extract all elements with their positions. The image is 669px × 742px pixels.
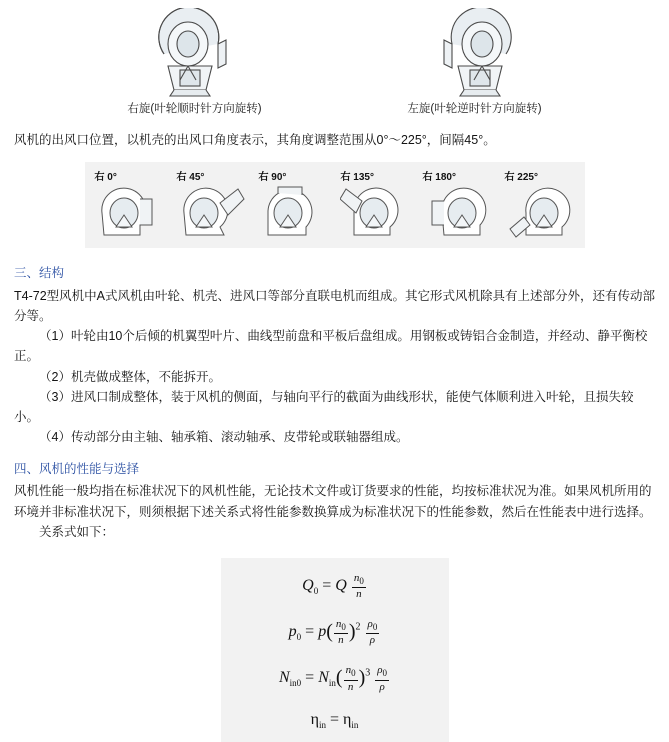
angle-diagram-90 xyxy=(255,168,333,245)
formula-power-fraction xyxy=(344,664,358,692)
angle-diagram-0 xyxy=(91,168,169,245)
outlet-angle-paragraph: 风机的出风口位置，以机壳的出风口角度表示，其角度调整范围从0°～225°，间隔45°。 xyxy=(14,133,496,147)
angle-art-225 xyxy=(501,185,579,245)
angle-label-0: 右 0° xyxy=(94,171,117,183)
fan-caption-right: 右旋(叶轮顺时针方向旋转) xyxy=(127,103,262,115)
formula-flow-fraction xyxy=(352,572,366,600)
performance-paragraph-1: 关系式如下： xyxy=(39,524,115,539)
formula-power-num: n xyxy=(345,664,352,677)
angle-art-90 xyxy=(255,185,333,245)
angle-label-135: 右 135° xyxy=(340,171,374,183)
fan-illustration-left xyxy=(380,8,570,116)
formula-power-rho-num: ρ xyxy=(377,664,383,677)
formula-pressure: $p_0 = p$( $\frac{n_0}{n}$ )$^2$ $\frac{\rho_0}{\rho}$ xyxy=(288,618,378,647)
formula-efficiency-lhs: η xyxy=(310,710,319,728)
section-heading-structure: 三、结构 xyxy=(14,265,65,280)
formula-power-lhs: N xyxy=(278,669,290,687)
angle-label-90: 右 90° xyxy=(258,171,287,183)
formula-power-density-fraction xyxy=(375,664,389,692)
formula-power-rho-num-sub: 0 xyxy=(382,668,388,679)
formula-pressure-den: n xyxy=(338,634,344,647)
angle-label-45: 右 45° xyxy=(176,171,205,183)
performance-paragraph-0: 风机性能一般均指在标准状况下的风机性能，无论技术文件或订货要求的性能，均按标准状况为准。如果风机所用的环境并非标准状况下，则须根据下述关系式将性能参数换算成为标准状况下的性能参数，然后在性能表中进行选择。 xyxy=(14,484,652,519)
formula-power-rhs-sub: in xyxy=(328,678,336,689)
formula-flow-rhs-var: Q xyxy=(335,576,347,594)
formula-power-den: n xyxy=(347,680,354,693)
formula-power: $N_{in0} = N_{in}$( $\frac{n_0}{n}$ )$^3$ $\frac{\rho_0}{\rho}$ xyxy=(278,664,388,693)
formula-flow-rate: $Q_0 = Q$ $\frac{n_0}{n}$ xyxy=(302,572,364,601)
structure-paragraph-2: （2）机壳做成整体，不能拆开。 xyxy=(39,369,221,384)
angle-diagram-225 xyxy=(501,168,579,245)
formula-flow-lhs-sub: 0 xyxy=(313,586,319,597)
formula-power-exponent: 3 xyxy=(365,667,371,679)
angle-art-180 xyxy=(419,185,497,245)
formula-efficiency: $\eta_{in} = \eta_{in}$ xyxy=(310,710,359,730)
formula-pressure-num-sub: 0 xyxy=(341,622,346,633)
angle-label-225: 右 225° xyxy=(504,171,538,183)
structure-paragraph-1: （1）叶轮由10个后倾的机翼型叶片、曲线型前盘和平板后盘组成。用钢板或铸铝合金制造，并经动、静平衡校正。 xyxy=(14,329,648,364)
angle-diagram-135 xyxy=(337,168,415,245)
formula-pressure-rho-den: ρ xyxy=(369,634,376,647)
formula-pressure-num: n xyxy=(335,618,342,631)
formula-pressure-rho-num-sub: 0 xyxy=(372,622,378,633)
fan-left-icon xyxy=(380,8,570,98)
formula-flow-num-sub: 0 xyxy=(359,576,364,587)
angle-art-45 xyxy=(173,185,251,245)
formula-efficiency-rhs-sub: in xyxy=(351,719,359,730)
section-heading-performance: 四、风机的性能与选择 xyxy=(14,461,140,476)
formula-flow-lhs: Q xyxy=(302,576,314,594)
angle-diagram-45 xyxy=(173,168,251,245)
formula-pressure-lhs-sub: 0 xyxy=(296,632,302,643)
formula-flow-num: n xyxy=(353,572,360,585)
outlet-angle-diagrams xyxy=(85,162,585,248)
structure-paragraph-3: （3）进风口制成整体，装于风机的侧面，与轴向平行的截面为曲线形状，能使气体顺利进入叶轮，且损失较小。 xyxy=(14,389,634,425)
angle-art-0 xyxy=(91,185,169,245)
formula-power-rho-den: ρ xyxy=(379,680,385,693)
fan-right-icon xyxy=(100,8,290,98)
fan-illustrations xyxy=(0,0,669,116)
formula-pressure-exponent: 2 xyxy=(355,621,361,633)
angle-diagram-180 xyxy=(419,168,497,245)
formula-pressure-rhs-var: p xyxy=(318,623,327,641)
formula-power-rhs-var: N xyxy=(318,669,329,687)
fan-illustration-right xyxy=(100,8,290,116)
angle-label-180: 右 180° xyxy=(422,171,456,183)
structure-paragraph-4: （4）传动部分由主轴、轴承箱、滚动轴承、皮带轮或联轴器组成。 xyxy=(39,430,409,445)
formula-power-num-sub: 0 xyxy=(351,668,356,679)
formula-efficiency-rhs-var: η xyxy=(343,710,352,728)
angle-art-135 xyxy=(337,185,415,245)
formula-pressure-lhs: p xyxy=(288,623,297,641)
structure-paragraph-0: T4-72型风机中A式风机由叶轮、机壳、进风口等部分直联电机而组成。其它形式风机除具有上述部分外，还有传动部分等。 xyxy=(14,288,655,323)
fan-caption-left: 左旋(叶轮逆时针方向旋转) xyxy=(407,103,542,115)
formula-pressure-rho-num: ρ xyxy=(367,618,373,631)
formula-block xyxy=(221,558,449,742)
formula-flow-den: n xyxy=(356,588,362,601)
formula-efficiency-lhs-sub: in xyxy=(318,719,326,730)
formula-power-lhs-sub: in0 xyxy=(289,678,302,689)
